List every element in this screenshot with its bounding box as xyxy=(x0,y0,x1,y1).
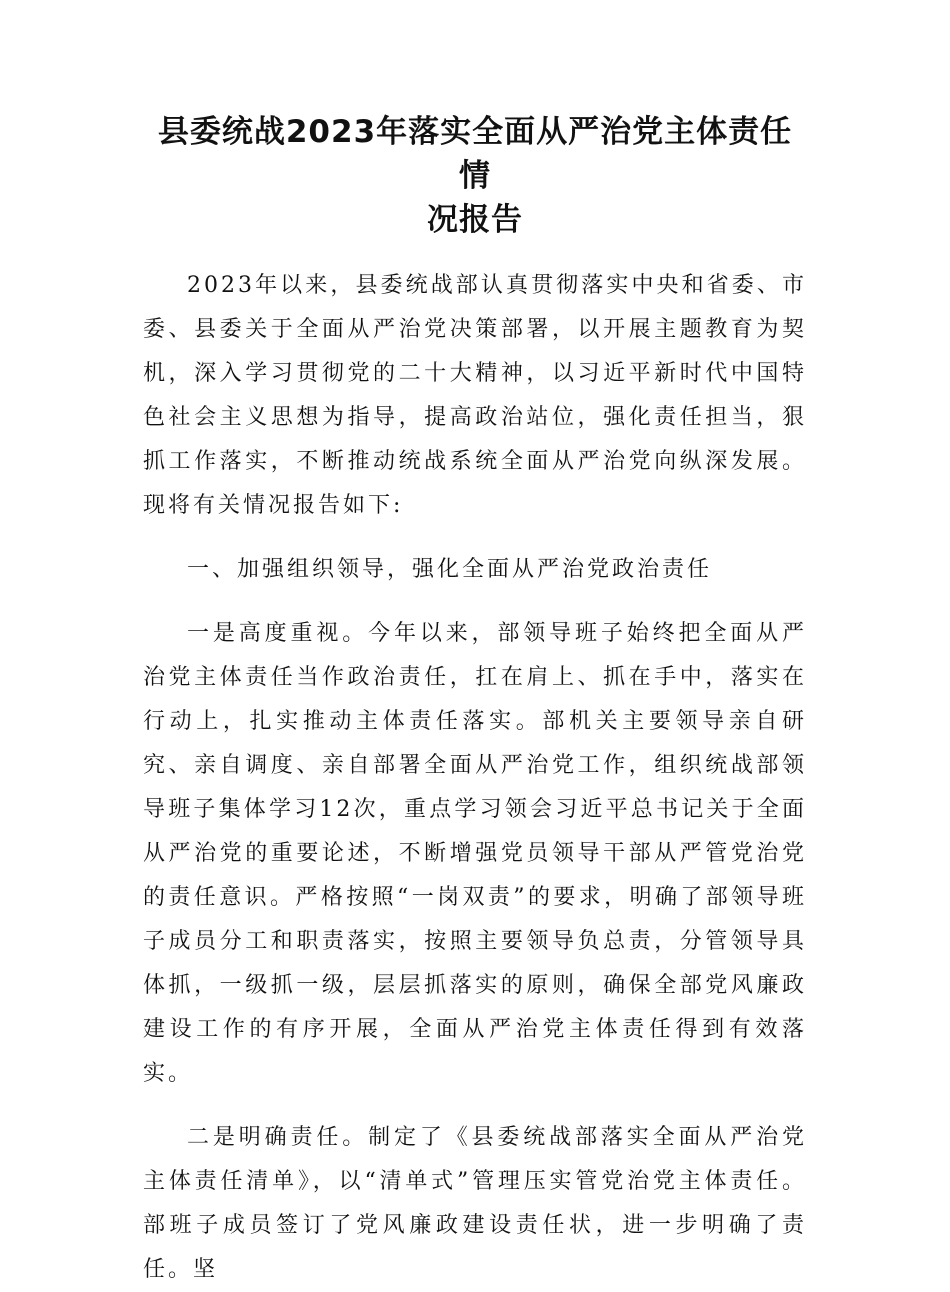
body-paragraph-2: 二是明确责任。制定了《县委统战部落实全面从严治党主体责任清单》，以“清单式”管理压实管党治党主体责任。部班子成员签订了党风廉政建设责任状，进一步明确了责任。坚 xyxy=(143,1125,807,1282)
document-title-line-1: 县委统战2023年落实全面从严治党主体责任情 xyxy=(157,114,793,194)
section-heading-1: 一、加强组织领导，强化全面从严治党政治责任 xyxy=(187,557,713,582)
document-body xyxy=(143,264,807,1292)
document-title-line-2: 况报告 xyxy=(427,202,523,238)
document-title xyxy=(143,110,807,242)
body-paragraph-1: 一是高度重视。今年以来，部领导班子始终把全面从严治党主体责任当作政治责任，扛在肩上、抓在手中，落实在行动上，扎实推动主体责任落实。部机关主要领导亲自研究、亲自调度、亲自部署全面从严治党工作，组织统战部领导班子集体学习12次，重点学习领会习近平总书记关于全面从严治党的重要论述，不断增强党员领导干部从严管党治党的责任意识。严格按照“一岗双责”的要求，明确了部领导班子成员分工和职责落实，按照主要领导负总责，分管领导具体抓，一级抓一级，层层抓落实的原则，确保全部党风廉政建设工作的有序开展，全面从严治党主体责任得到有效落实。 xyxy=(143,621,807,1086)
intro-paragraph: 2023年以来，县委统战部认真贯彻落实中央和省委、市委、县委关于全面从严治党决策部署，以开展主题教育为契机，深入学习贯彻党的二十大精神，以习近平新时代中国特色社会主义思想为指导，提高政治站位，强化责任担当，狠抓工作落实，不断推动统战系统全面从严治党向纵深发展。现将有关情况报告如下: xyxy=(143,273,807,518)
